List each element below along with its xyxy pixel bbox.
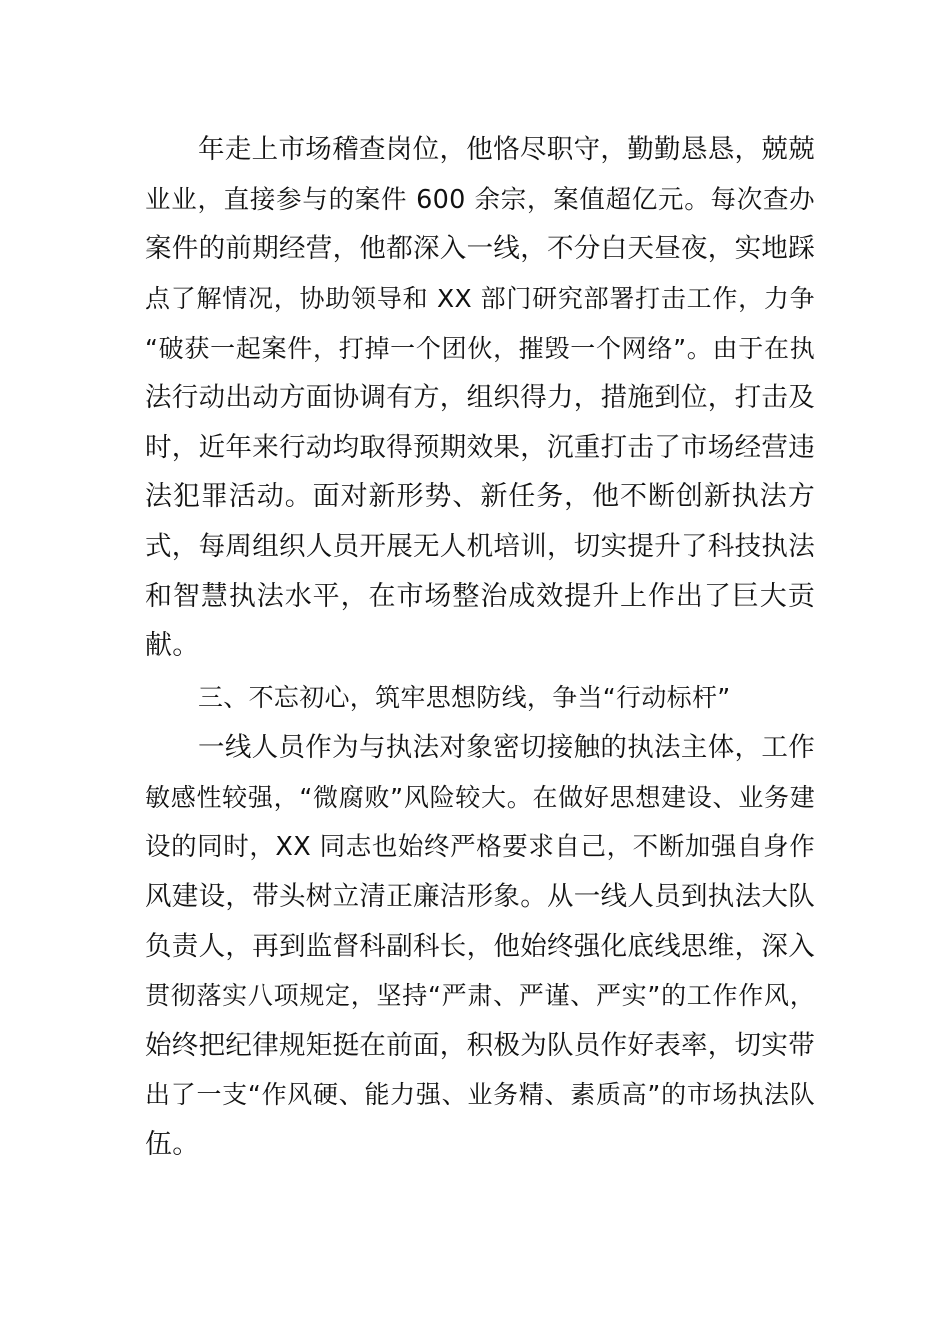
paragraph-2-line-5: 负责人，再到监督科副科长，他始终强化底线思维，深入 bbox=[145, 931, 815, 962]
paragraph-2-line-1: 一线人员作为与执法对象密切接触的执法主体，工作 bbox=[198, 732, 815, 763]
section-heading-3: 三、不忘初心，筑牢思想防线，争当“行动标杆” bbox=[198, 683, 731, 712]
paragraph-1-line-5: “破获一起案件，打掉一个团伙，摧毁一个网络”。由于在执 bbox=[145, 334, 815, 363]
paragraph-1-line-7: 时，近年来行动均取得预期效果，沉重打击了市场经营违 bbox=[145, 432, 815, 463]
paragraph-2-line-3: 设的同时，XX 同志也始终严格要求自己，不断加强自身作 bbox=[145, 832, 815, 862]
paragraph-2-line-6: 贯彻落实八项规定，坚持“严肃、严谨、严实”的工作作风， bbox=[145, 981, 815, 1010]
paragraph-1-line-10: 和智慧执法水平，在市场整治成效提升上作出了巨大贡 bbox=[145, 581, 815, 612]
paragraph-1-line-1: 年走上市场稽查岗位，他恪尽职守，勤勤恳恳，兢兢 bbox=[198, 134, 815, 165]
paragraph-2-line-9: 伍。 bbox=[145, 1129, 200, 1160]
paragraph-2-line-4: 风建设，带头树立清正廉洁形象。从一线人员到执法大队 bbox=[145, 881, 815, 912]
paragraph-1-line-8: 法犯罪活动。面对新形势、新任务，他不断创新执法方 bbox=[145, 481, 815, 512]
paragraph-1-line-9: 式，每周组织人员开展无人机培训，切实提升了科技执法 bbox=[145, 531, 815, 562]
paragraph-2-line-7: 始终把纪律规矩挺在前面，积极为队员作好表率，切实带 bbox=[145, 1030, 815, 1061]
paragraph-2-line-2: 敏感性较强，“微腐败”风险较大。在做好思想建设、业务建 bbox=[145, 783, 815, 812]
paragraph-1-line-4: 点了解情况，协助领导和 XX 部门研究部署打击工作，力争 bbox=[145, 284, 815, 313]
paragraph-2-line-8: 出了一支“作风硬、能力强、业务精、素质高”的市场执法队 bbox=[145, 1080, 815, 1109]
paragraph-1-line-2: 业业，直接参与的案件 600 余宗，案值超亿元。每次查办 bbox=[145, 185, 815, 215]
paragraph-1-line-11: 献。 bbox=[145, 630, 200, 661]
paragraph-1-line-3: 案件的前期经营，他都深入一线，不分白天昼夜，实地踩 bbox=[145, 233, 815, 264]
paragraph-1-line-6: 法行动出动方面协调有方，组织得力，措施到位，打击及 bbox=[145, 382, 815, 413]
